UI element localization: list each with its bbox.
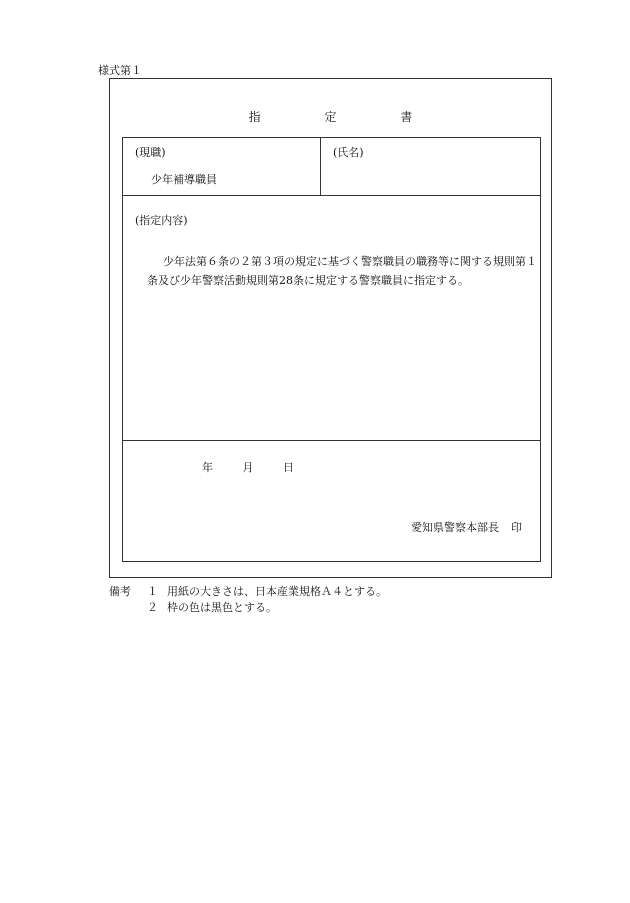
current-position-cell — [123, 138, 321, 195]
remark-text: 用紙の大きさは、日本産業規格Ａ４とする。 — [167, 585, 387, 598]
document-title — [110, 109, 551, 125]
date-month: 月 — [242, 461, 254, 474]
remark-number: ２ — [147, 601, 158, 614]
remark-number: １ — [147, 585, 158, 598]
designation-form-frame — [109, 78, 552, 578]
title-char: 書 — [400, 110, 413, 124]
date-line — [202, 461, 320, 475]
date-day: 日 — [283, 461, 294, 474]
identity-row — [123, 138, 540, 196]
date-signature-row — [123, 441, 540, 561]
form-table — [122, 137, 541, 562]
remark-text: 枠の色は黒色とする。 — [167, 601, 277, 614]
issuer-title: 愛知県警察本部長 — [411, 521, 499, 534]
issuer-signature — [411, 521, 522, 535]
seal-mark: 印 — [511, 521, 522, 534]
designation-content-row — [123, 196, 540, 441]
designation-content-text: 少年法第６条の２第３項の規定に基づく警察職員の職務等に関する規則第１条及び少年警察活動規則第28条に規定する警察職員に指定する。 — [147, 255, 537, 287]
title-char: 定 — [324, 110, 337, 124]
current-position-value: 少年補導職員 — [151, 173, 217, 186]
designation-content-label: (指定内容) — [135, 214, 188, 227]
name-label: (氏名) — [333, 146, 364, 159]
form-number: 様式第１ — [98, 64, 142, 77]
name-cell — [321, 138, 540, 195]
title-char: 指 — [248, 110, 261, 124]
date-year: 年 — [202, 461, 213, 474]
remarks-heading: 備考 — [109, 585, 131, 598]
current-position-label: (現職) — [135, 146, 166, 159]
